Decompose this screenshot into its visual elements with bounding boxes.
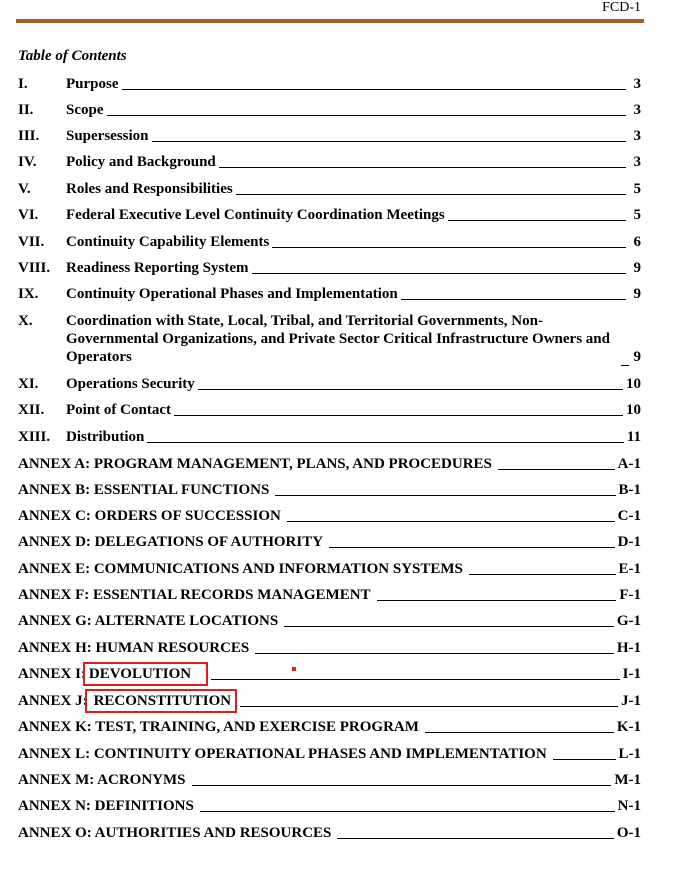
- toc-title: Table of Contents: [18, 48, 127, 64]
- toc-annex-a[interactable]: ANNEX A: PROGRAM MANAGEMENT, PLANS, AND PROCEDURES A-1: [18, 456, 641, 472]
- cursor-marker: [292, 667, 296, 671]
- toc-annex-i[interactable]: ANNEX I: DEVOLUTION I-1: [18, 666, 641, 682]
- toc-annex-d[interactable]: ANNEX D: DELEGATIONS OF AUTHORITY D-1: [18, 534, 641, 550]
- toc-annex-e[interactable]: ANNEX E: COMMUNICATIONS AND INFORMATION SYSTEMS E-1: [18, 561, 641, 577]
- toc-annex-n[interactable]: ANNEX N: DEFINITIONS N-1: [18, 798, 641, 814]
- toc-annex-c[interactable]: ANNEX C: ORDERS OF SUCCESSION C-1: [18, 508, 641, 524]
- toc-entry-point-of-contact[interactable]: XII. Point of Contact 10: [18, 402, 641, 418]
- toc-annex-l[interactable]: ANNEX L: CONTINUITY OPERATIONAL PHASES AND IMPLEMENTATION L-1: [18, 746, 641, 762]
- toc-entry-operational-phases[interactable]: IX. Continuity Operational Phases and Implementation 9: [18, 286, 641, 302]
- toc-entry-coordination-meetings[interactable]: VI. Federal Executive Level Continuity Coordination Meetings 5: [18, 207, 641, 223]
- toc-annex-g[interactable]: ANNEX G: ALTERNATE LOCATIONS G-1: [18, 613, 641, 629]
- toc-annex-h[interactable]: ANNEX H: HUMAN RESOURCES H-1: [18, 640, 641, 656]
- toc-entry-roles[interactable]: V. Roles and Responsibilities 5: [18, 181, 641, 197]
- toc-entry-distribution[interactable]: XIII. Distribution 11: [18, 429, 641, 445]
- toc-entry-coordination-governments[interactable]: X. Coordination with State, Local, Tribal, and Territorial Governments, Non-Governmental Organizations, and Private Sector Critical Infrastructure Owners and Operators 9: [18, 313, 641, 365]
- document-code: FCD-1: [602, 0, 641, 15]
- toc-entry-purpose[interactable]: I. Purpose 3: [18, 76, 641, 92]
- toc-entry-readiness[interactable]: VIII. Readiness Reporting System 9: [18, 260, 641, 276]
- highlight-reconstitution[interactable]: RECONSTITUTION: [88, 692, 235, 710]
- toc-annex-j[interactable]: ANNEX J: RECONSTITUTION J-1: [18, 693, 641, 709]
- header-rule: [16, 19, 644, 23]
- toc-entry-policy[interactable]: IV. Policy and Background 3: [18, 154, 641, 170]
- toc-entry-scope[interactable]: II. Scope 3: [18, 102, 641, 118]
- toc-annex-b[interactable]: ANNEX B: ESSENTIAL FUNCTIONS B-1: [18, 482, 641, 498]
- toc-entry-supersession[interactable]: III. Supersession 3: [18, 128, 641, 144]
- toc-entry-operations-security[interactable]: XI. Operations Security 10: [18, 376, 641, 392]
- toc-annex-k[interactable]: ANNEX K: TEST, TRAINING, AND EXERCISE PROGRAM K-1: [18, 719, 641, 735]
- highlight-devolution[interactable]: DEVOLUTION: [86, 665, 205, 683]
- toc-annex-o[interactable]: ANNEX O: AUTHORITIES AND RESOURCES O-1: [18, 825, 641, 841]
- toc-entry-capability-elements[interactable]: VII. Continuity Capability Elements 6: [18, 234, 641, 250]
- toc-annex-f[interactable]: ANNEX F: ESSENTIAL RECORDS MANAGEMENT F-1: [18, 587, 641, 603]
- toc-annex-m[interactable]: ANNEX M: ACRONYMS M-1: [18, 772, 641, 788]
